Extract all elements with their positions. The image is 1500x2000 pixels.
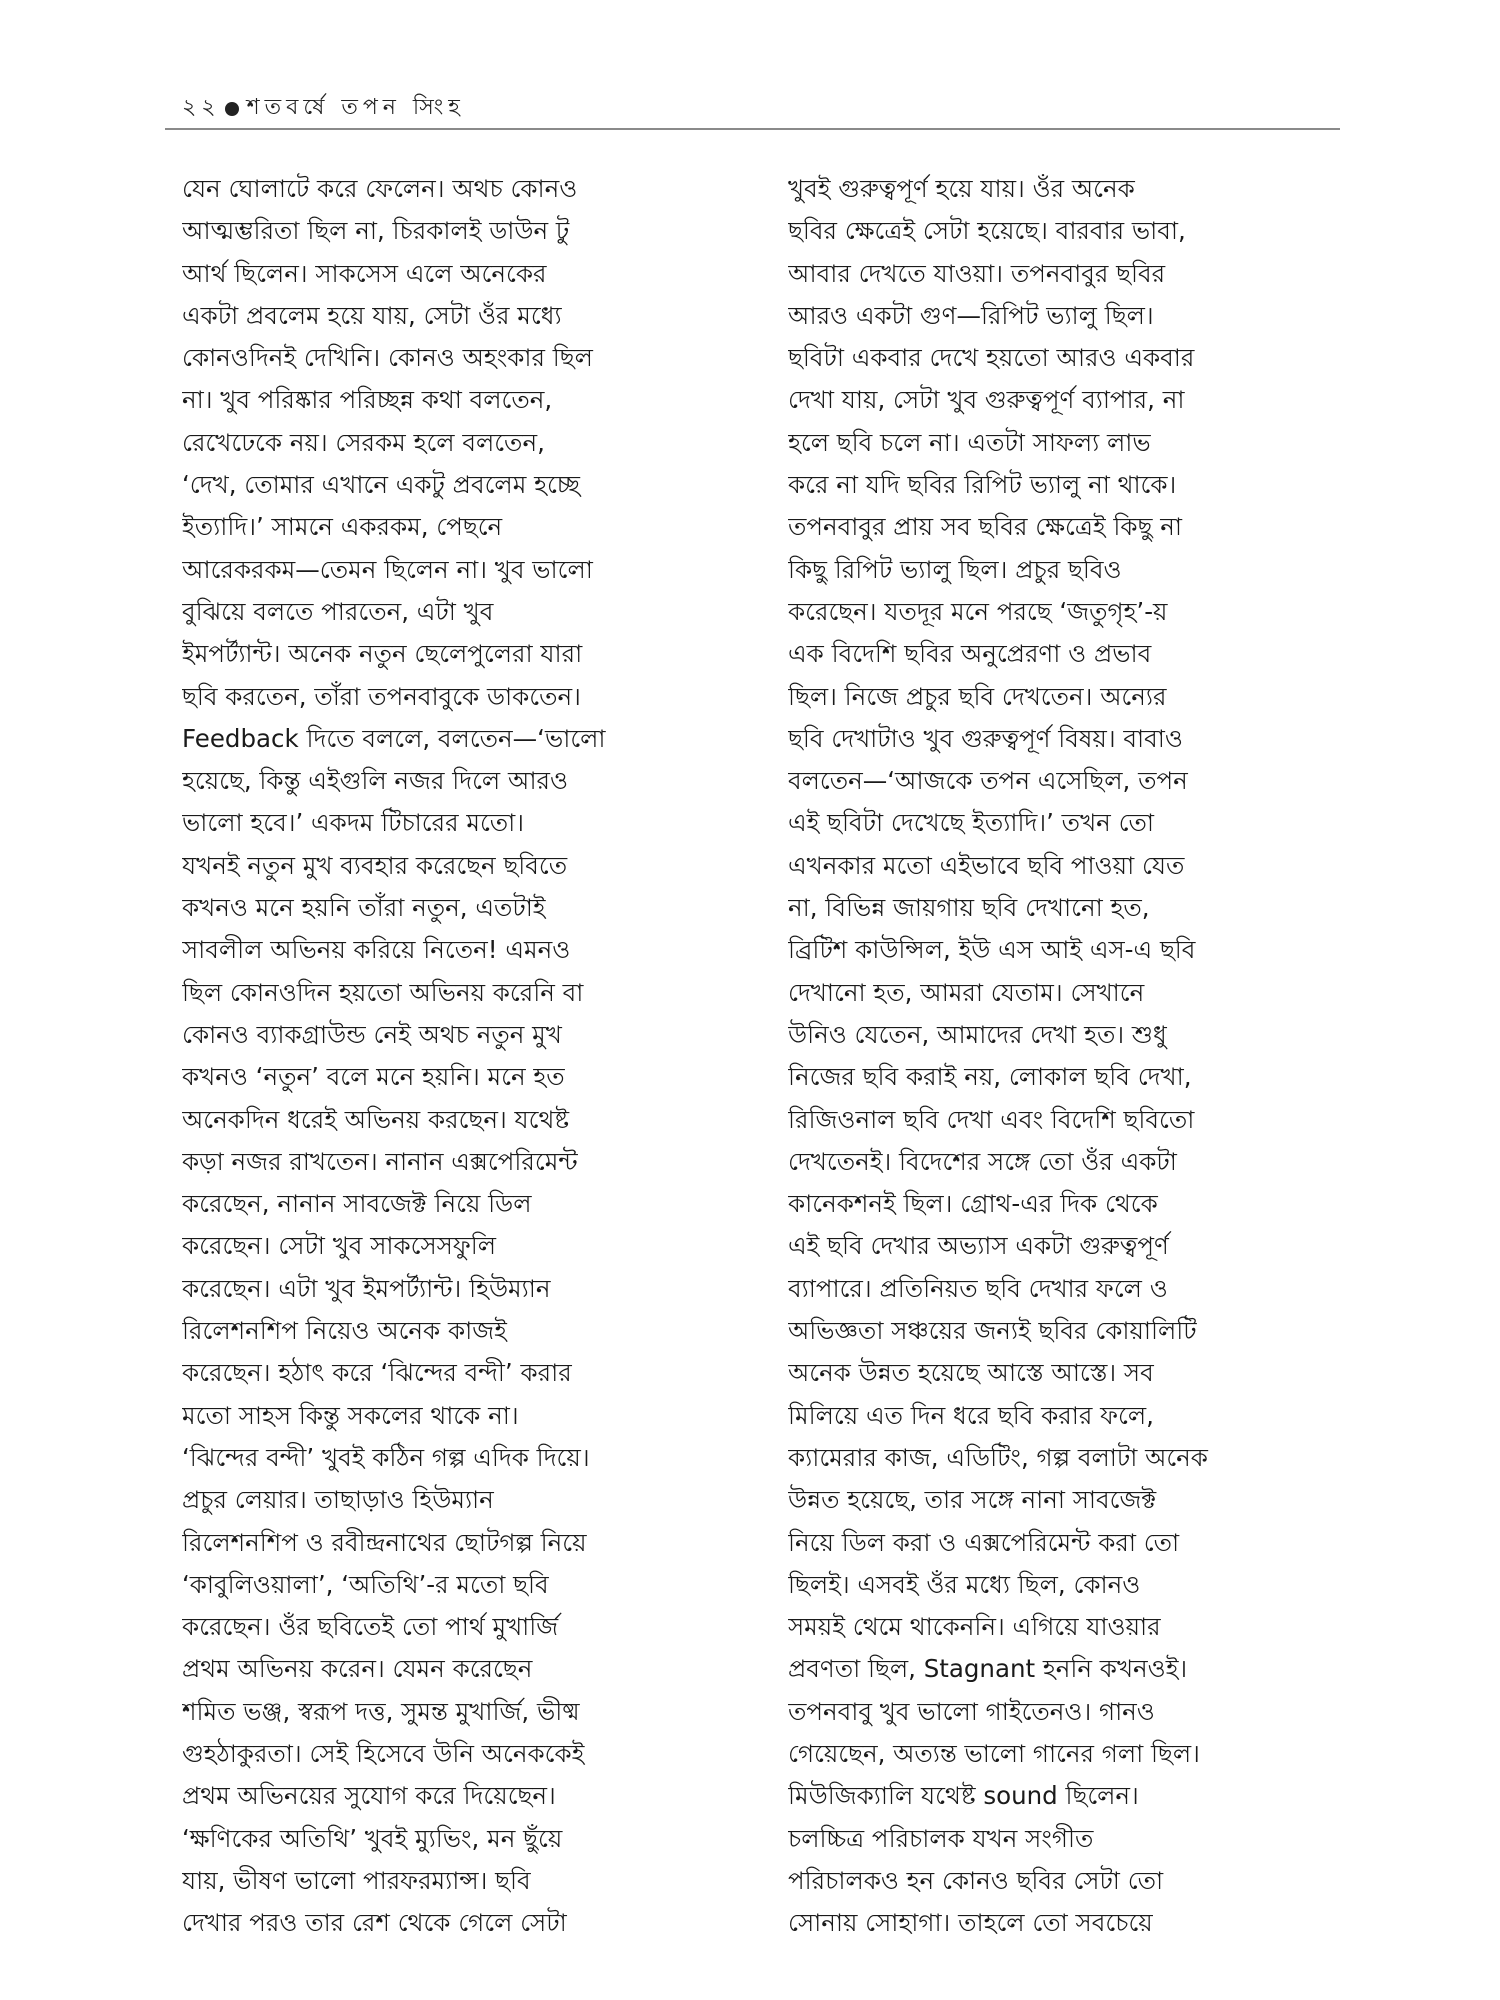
text-line: এখনকার মতো এইভাবে ছবি পাওয়া যেত [788, 850, 1185, 880]
text-line: মিউজিক্যালি যথেষ্ট sound ছিলেন। [788, 1781, 1139, 1811]
text-line: করেছেন। এটা খুব ইমপর্ট্যান্ট। হিউম্যান [182, 1273, 551, 1303]
text-line: সোনায় সোহাগা। তাহলে তো সবচেয়ে [788, 1908, 1153, 1938]
text-line: কানেকশনই ছিল। গ্রোথ-এর দিক থেকে [788, 1189, 1158, 1219]
text-line: ইত্যাদি।’ সামনে একরকম, পেছনে [182, 512, 503, 542]
page-number: ২২ [182, 95, 221, 120]
text-line: তপনবাবুর প্রায় সব ছবির ক্ষেত্রেই কিছু না [788, 512, 1182, 542]
text-line: ‘ক্ষণিকের অতিথি’ খুবই ম্যুভিং, মন ছুঁয়ে [182, 1823, 563, 1853]
text-line: পরিচালকও হন কোনও ছবির সেটা তো [788, 1865, 1164, 1895]
text-line: প্রবণতা ছিল, Stagnant হননি কখনওই। [788, 1654, 1188, 1684]
text-line: কোনও ব্যাকগ্রাউন্ড নেই অথচ নতুন মুখ [182, 1019, 562, 1049]
text-line: কোনওদিনই দেখিনি। কোনও অহংকার ছিল [182, 343, 593, 373]
text-line: করেছেন। হঠাৎ করে ‘ঝিন্দের বন্দী’ করার [182, 1358, 572, 1388]
text-line: এই ছবিটা দেখেছে ইত্যাদি।’ তখন তো [788, 808, 1154, 838]
left-text-column [182, 168, 727, 1944]
text-line: প্রচুর লেয়ার। তাছাড়াও হিউম্যান [182, 1485, 494, 1515]
text-line: আত্মম্ভরিতা ছিল না, চিরকালই ডাউন টু [182, 216, 570, 246]
text-line: রিলেশনশিপ নিয়েও অনেক কাজই [182, 1316, 507, 1346]
text-line: যখনই নতুন মুখ ব্যবহার করেছেন ছবিতে [182, 850, 568, 880]
text-line: না। খুব পরিষ্কার পরিচ্ছন্ন কথা বলতেন, [182, 385, 553, 415]
text-line: কড়া নজর রাখতেন। নানান এক্সপেরিমেন্ট [182, 1146, 578, 1176]
text-line: উনিও যেতেন, আমাদের দেখা হত। শুধু [788, 1019, 1167, 1049]
text-line: কখনও মনে হয়নি তাঁরা নতুন, এতটাই [182, 893, 546, 923]
text-line: করেছেন, নানান সাবজেক্ট নিয়ে ডিল [182, 1189, 532, 1219]
text-line: ‘কাবুলিওয়ালা’, ‘অতিথি’-র মতো ছবি [182, 1569, 549, 1599]
text-line: মিলিয়ে এত দিন ধরে ছবি করার ফলে, [788, 1400, 1154, 1430]
text-line: ছিল। নিজে প্রচুর ছবি দেখতেন। অন্যের [788, 681, 1167, 711]
text-line: ছিল কোনওদিন হয়তো অভিনয় করেনি বা [182, 977, 584, 1007]
text-line: ছবি করতেন, তাঁরা তপনবাবুকে ডাকতেন। [182, 681, 581, 711]
text-line: দেখার পরও তার রেশ থেকে গেলে সেটা [182, 1908, 567, 1938]
text-line: হয়েছে, কিন্তু এইগুলি নজর দিলে আরও [182, 766, 569, 796]
text-line: করেছেন। যতদূর মনে পরছে ‘জতুগৃহ’-য় [788, 596, 1168, 626]
text-line: আরেকরকম—তেমন ছিলেন না। খুব ভালো [182, 554, 593, 584]
text-line: গুহঠাকুরতা। সেই হিসেবে উনি অনেককেই [182, 1738, 585, 1768]
text-line: কখনও ‘নতুন’ বলে মনে হয়নি। মনে হত [182, 1062, 565, 1092]
text-line: দেখা যায়, সেটা খুব গুরুত্বপূর্ণ ব্যাপার, না [788, 385, 1185, 415]
book-title: শতবর্ষে তপন সিংহ [246, 95, 465, 120]
text-line: কিছু রিপিট ভ্যালু ছিল। প্রচুর ছবিও [788, 554, 1122, 584]
running-header [182, 90, 465, 127]
text-line: যেন ঘোলাটে করে ফেলেন। অথচ কোনও [182, 174, 578, 203]
text-line: হলে ছবি চলে না। এতটা সাফল্য লাভ [788, 427, 1151, 457]
text-line: ছবির ক্ষেত্রেই সেটা হয়েছে। বারবার ভাবা, [788, 216, 1186, 246]
text-line: প্রথম অভিনয়ের সুযোগ করে দিয়েছেন। [182, 1781, 556, 1811]
text-line: রিলেশনশিপ ও রবীন্দ্রনাথের ছোটগল্প নিয়ে [182, 1527, 587, 1557]
text-line: রেখেঢেকে নয়। সেরকম হলে বলতেন, [182, 427, 545, 457]
text-line: অনেক উন্নত হয়েছে আস্তে আস্তে। সব [788, 1358, 1154, 1388]
text-line: খুবই গুরুত্বপূর্ণ হয়ে যায়। ওঁর অনেক [788, 174, 1135, 203]
text-line: ইমপর্ট্যান্ট। অনেক নতুন ছেলেপুলেরা যারা [182, 639, 583, 669]
text-line: আরও একটা গুণ—রিপিট ভ্যালু ছিল। [788, 300, 1154, 330]
text-line: ‘দেখ, তোমার এখানে একটু প্রবলেম হচ্ছে [182, 470, 580, 500]
text-line: অভিজ্ঞতা সঞ্চয়ের জন্যই ছবির কোয়ালিটি [788, 1316, 1197, 1346]
text-line: অনেকদিন ধরেই অভিনয় করছেন। যথেষ্ট [182, 1104, 570, 1134]
text-line: ছবি দেখাটাও খুব গুরুত্বপূর্ণ বিষয়। বাবাও [788, 723, 1183, 753]
text-line: ছবিটা একবার দেখে হয়তো আরও একবার [788, 343, 1195, 373]
text-line: চলচ্চিত্র পরিচালক যখন সংগীত [788, 1823, 1094, 1853]
text-line: না, বিভিন্ন জায়গায় ছবি দেখানো হত, [788, 893, 1150, 923]
text-line: ব্যাপারে। প্রতিনিয়ত ছবি দেখার ফলে ও [788, 1273, 1168, 1303]
text-line: উন্নত হয়েছে, তার সঙ্গে নানা সাবজেক্ট [788, 1485, 1157, 1515]
text-line: আবার দেখতে যাওয়া। তপনবাবুর ছবির [788, 258, 1166, 288]
text-line: বুঝিয়ে বলতে পারতেন, এটা খুব [182, 596, 494, 626]
text-line: সাবলীল অভিনয় করিয়ে নিতেন! এমনও [182, 935, 571, 965]
text-line: প্রথম অভিনয় করেন। যেমন করেছেন [182, 1654, 533, 1684]
text-line: শমিত ভঞ্জ, স্বরূপ দত্ত, সুমন্ত মুখার্জি, ভীষ্ম [182, 1696, 580, 1726]
text-line: এক বিদেশি ছবির অনুপ্রেরণা ও প্রভাব [788, 639, 1152, 669]
right-text-column [788, 168, 1333, 1944]
text-line: যায়, ভীষণ ভালো পারফরম্যান্স। ছবি [182, 1865, 531, 1895]
text-line: ‘ঝিন্দের বন্দী’ খুবই কঠিন গল্প এদিক দিয়ে। [182, 1442, 590, 1472]
text-line: বলতেন—‘আজকে তপন এসেছিল, তপন [788, 766, 1188, 796]
text-line: মতো সাহস কিন্তু সকলের থাকে না। [182, 1400, 519, 1430]
text-line: একটা প্রবলেম হয়ে যায়, সেটা ওঁর মধ্যে [182, 300, 562, 330]
text-line: দেখতেনই। বিদেশের সঙ্গে তো ওঁর একটা [788, 1146, 1177, 1176]
text-line: করে না যদি ছবির রিপিট ভ্যালু না থাকে। [788, 470, 1177, 500]
text-line: করেছেন। ওঁর ছবিতেই তো পার্থ মুখার্জি [182, 1612, 559, 1642]
bullet-separator-icon [225, 102, 239, 116]
text-line: Feedback দিতে বললে, বলতেন—‘ভালো [182, 723, 606, 753]
text-line: ছিলই। এসবই ওঁর মধ্যে ছিল, কোনও [788, 1569, 1141, 1599]
text-line: দেখানো হত, আমরা যেতাম। সেখানে [788, 977, 1145, 1007]
text-line: নিজের ছবি করাই নয়, লোকাল ছবি দেখা, [788, 1062, 1192, 1092]
text-line: ভালো হবে।’ একদম টিচারের মতো। [182, 808, 525, 838]
text-line: ব্রিটিশ কাউন্সিল, ইউ এস আই এস-এ ছবি [788, 935, 1196, 965]
header-rule [165, 128, 1340, 130]
text-line: তপনবাবু খুব ভালো গাইতেনও। গানও [788, 1696, 1155, 1726]
text-line: গেয়েছেন, অত্যন্ত ভালো গানের গলা ছিল। [788, 1738, 1200, 1768]
text-line: আর্থ ছিলেন। সাকসেস এলে অনেকের [182, 258, 547, 288]
text-line: করেছেন। সেটা খুব সাকসেসফুলি [182, 1231, 497, 1261]
text-line: নিয়ে ডিল করা ও এক্সপেরিমেন্ট করা তো [788, 1527, 1180, 1557]
text-line: রিজিওনাল ছবি দেখা এবং বিদেশি ছবিতো [788, 1104, 1195, 1134]
text-line: এই ছবি দেখার অভ্যাস একটা গুরুত্বপূর্ণ [788, 1231, 1169, 1261]
text-line: ক্যামেরার কাজ, এডিটিং, গল্প বলাটা অনেক [788, 1442, 1208, 1472]
text-line: সময়ই থেমে থাকেননি। এগিয়ে যাওয়ার [788, 1612, 1161, 1642]
